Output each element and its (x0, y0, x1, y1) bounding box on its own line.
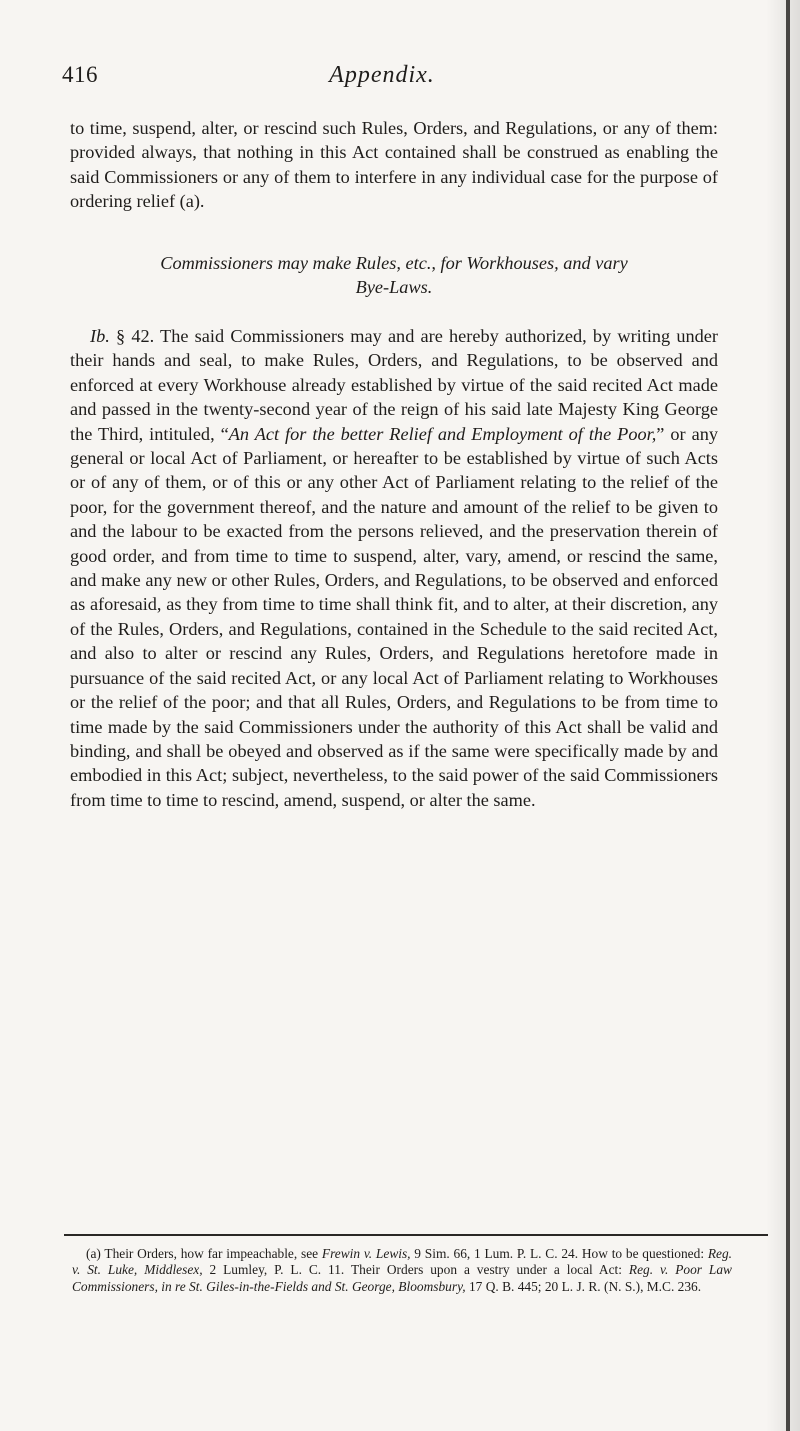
section-heading (70, 251, 718, 300)
page-number: 416 (62, 62, 98, 87)
footnote-divider (64, 1234, 768, 1236)
footnote-text-4: 17 Q. B. 445; 20 L. J. R. (N. S.), M.C. 236. (465, 1278, 702, 1294)
section-42-paragraph (70, 324, 718, 812)
footnote-text-3: 2 Lumley, P. L. C. 11. Their Orders upon a vestry under a local Act: (202, 1262, 629, 1278)
footnote-text-2: 9 Sim. 66, 1 Lum. P. L. C. 24. How to be questioned: (410, 1246, 708, 1261)
page-spine-shadow (766, 0, 800, 1431)
section-heading-line-1: Commissioners may make Rules, etc., for Workhouses, and vary (160, 253, 628, 273)
footnote-case-3: Reg. v. Poor Law Commissioners, in re St. Giles-in-the-Fields and St. George, Bloomsbury, (72, 1262, 732, 1294)
paragraph-continuation: to time, suspend, alter, or rescind such Rules, Orders, and Regulations, or any of them: provided always, that nothing in this Act contained shall be construed as enabling the said Commissioners or any of them to interfere in any individual case for the purpose of ordering relief (a). (70, 118, 718, 212)
footnote-case-2: Reg. v. St. Luke, Middlesex, (72, 1246, 732, 1278)
footnote-a (72, 1246, 732, 1295)
footnote-case-1: Frewin v. Lewis, (321, 1246, 411, 1261)
section-42-text-part-1: § 42. The said Commissioners may and are hereby authorized, by writing under their hands and seal, to make Rules, Orders, and Regulations, to be observed and enforced at every Workhouse already established by virtue of the said recited Act made and passed in the twenty-second year of the reign of his said late Majesty King George the Third, intituled, “ (70, 326, 718, 444)
section-42-text-part-2: ” or any general or local Act of Parliament, or hereafter to be established by virtue of such Acts or of any of them, or of this or any other Act of Parliament relating to the relief of the poor, for the government thereof, and the nature and amount of the relief to be given to and the labour to be exacted from the persons relieved, and the preservation therein of good order, and from time to time to suspend, alter, vary, amend, or rescind the same, and make any new or other Rules, Orders, and Regulations, to be observed and enforced as aforesaid, as they from time to time shall think fit, and to alter, at their discretion, any of the Rules, Orders, and Regulations, contained in the Schedule to the said recited Act, and also to alter or rescind any Rules, Orders, and Regulations heretofore made in pursuance of the said recited Act, or any local Act of Parliament relating to Workhouses or the relief of the poor; and that all Rules, Orders, and Regulations to be from time to time made by the said Commissioners under the authority of this Act shall be valid and binding, and shall be obeyed and observed as if the same were specifically made by and embodied in this Act; subject, nevertheless, to the said power of the said Commissioners from time to time to rescind, amend, suspend, or alter the same. (70, 423, 718, 810)
running-head (62, 62, 702, 98)
running-head-title: Appendix. (329, 62, 435, 88)
section-heading-line-2: Bye-Laws. (355, 277, 433, 298)
footnote-text-1: (a) Their Orders, how far impeachable, see (86, 1246, 322, 1261)
ibid-reference: Ib. (90, 326, 110, 346)
act-title: An Act for the better Relief and Employment of the Poor, (228, 423, 657, 444)
page-edge-line (786, 0, 790, 1431)
